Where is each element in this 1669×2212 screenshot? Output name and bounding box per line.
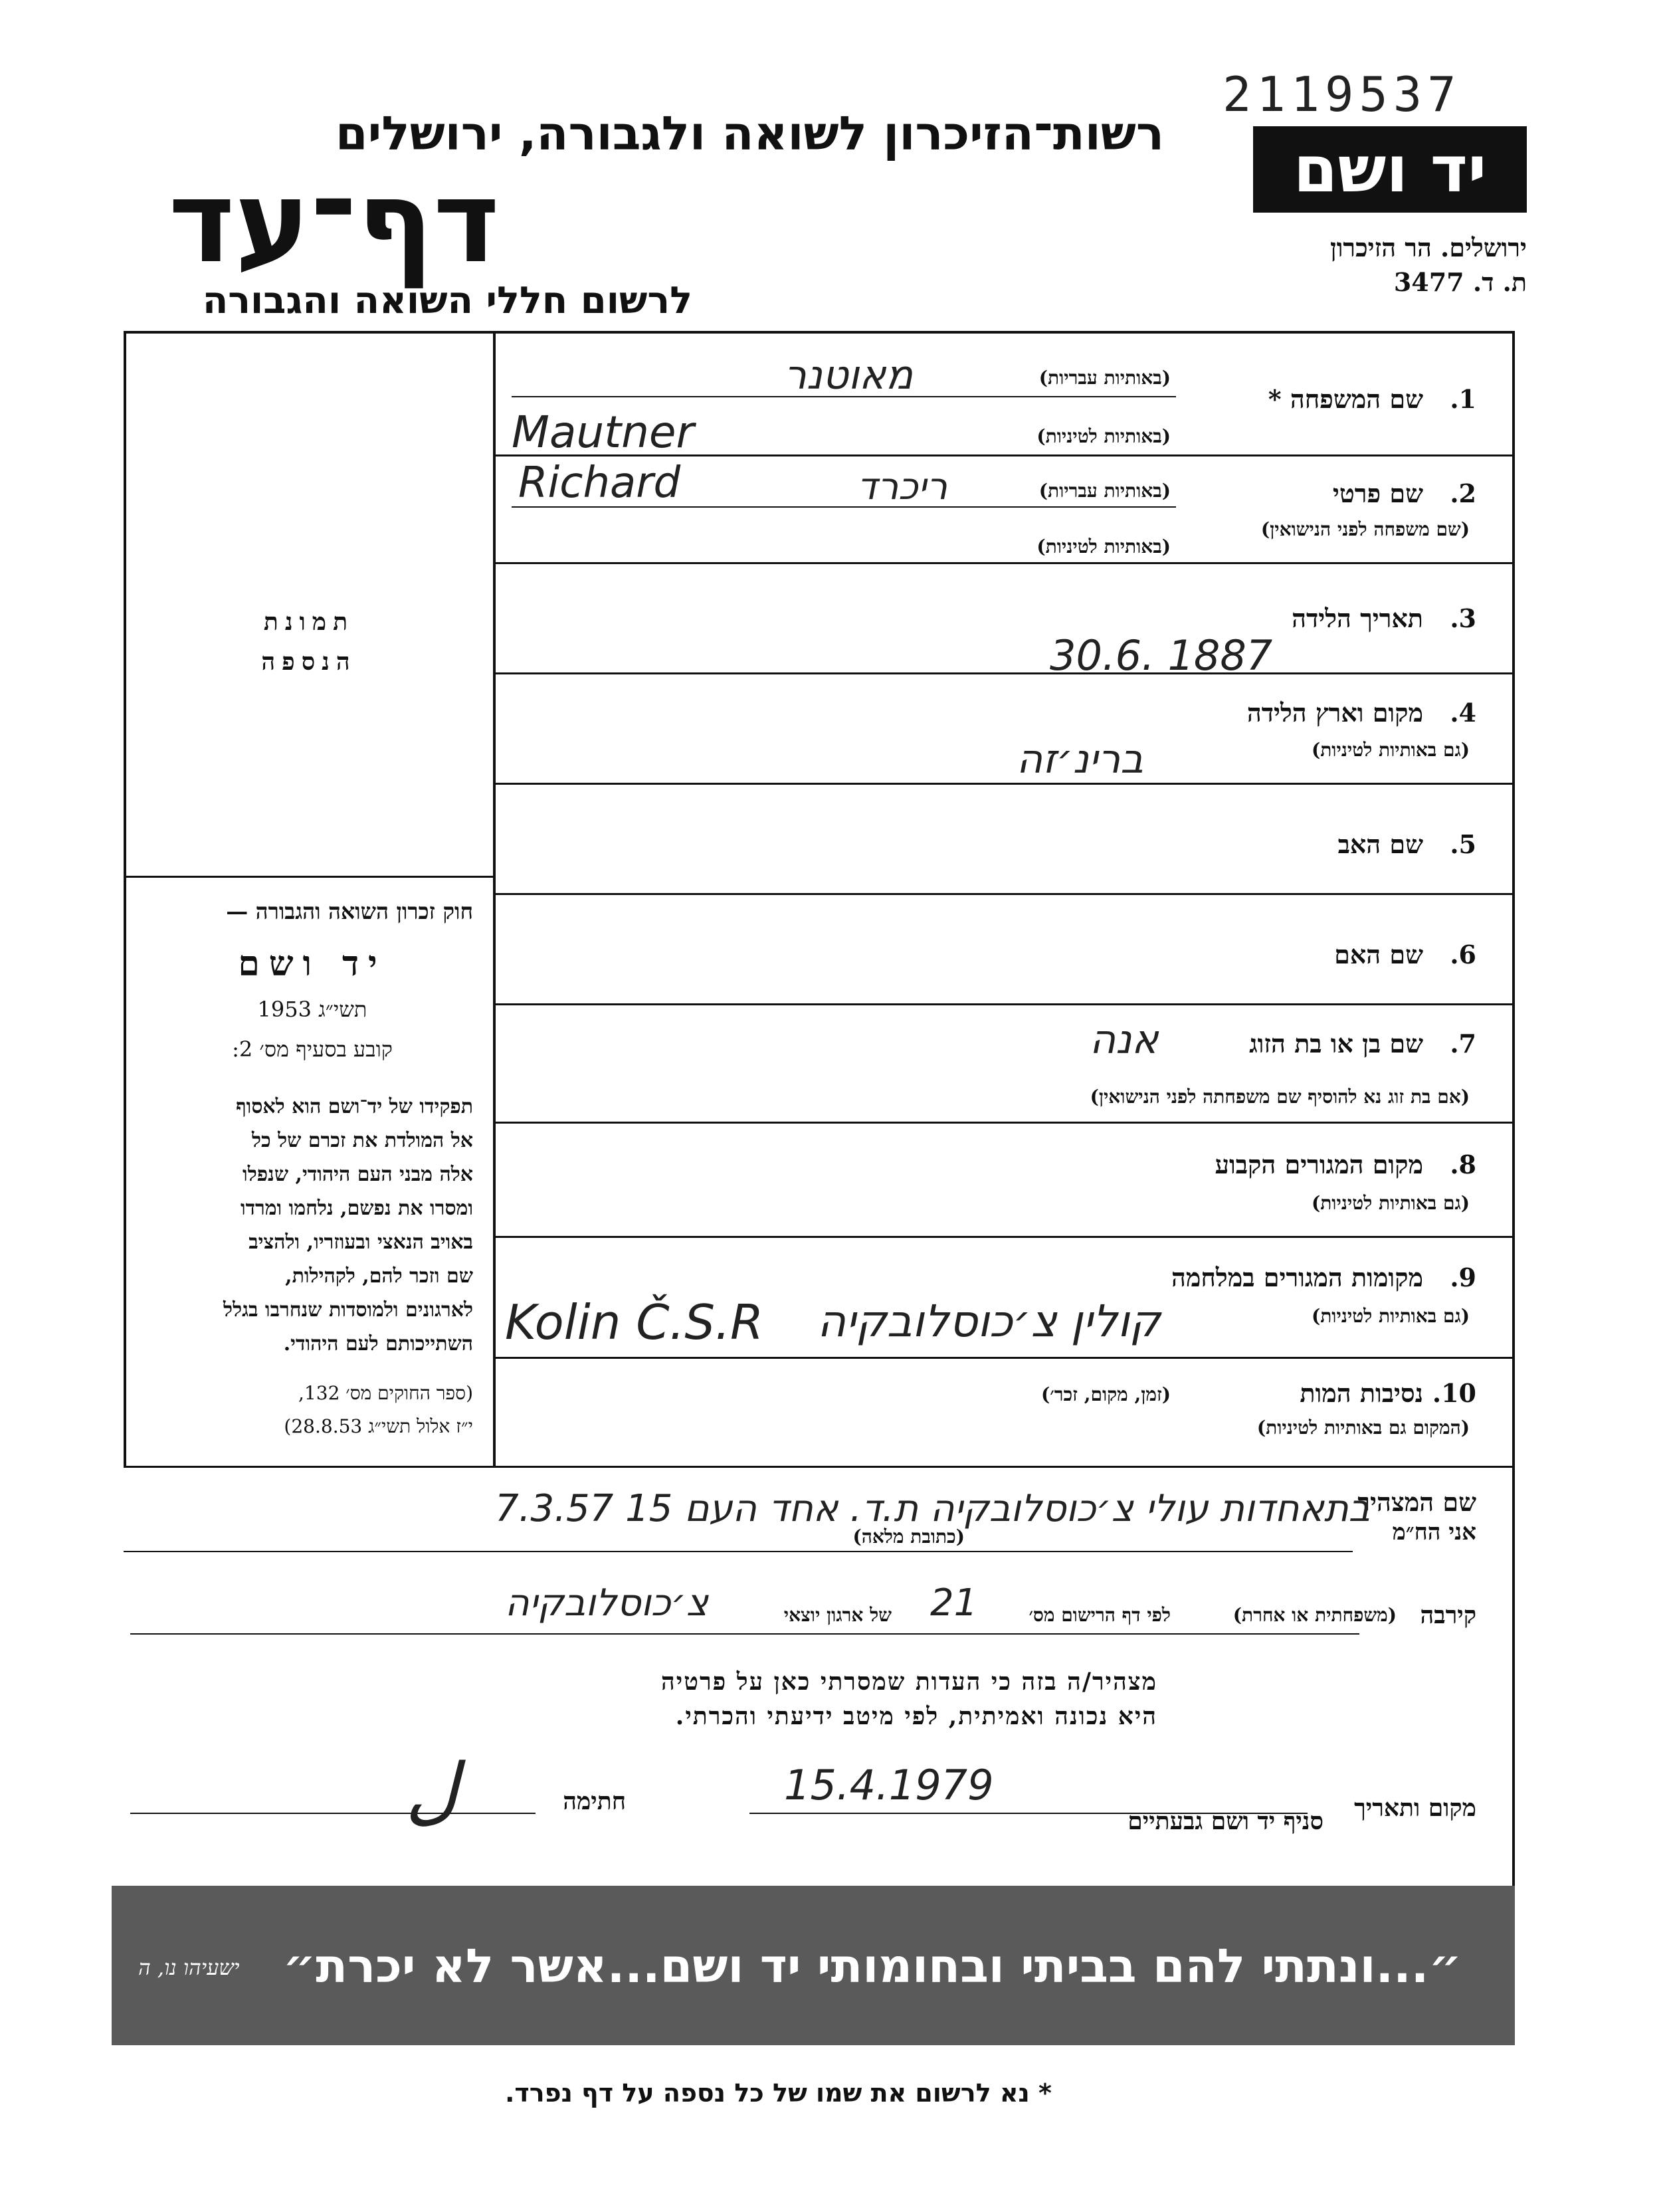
- field-7-number: 7.: [1450, 1029, 1476, 1058]
- field-10-label: נסיבות המות: [1300, 1378, 1423, 1408]
- relation-label: קירבה: [1420, 1601, 1476, 1629]
- field-2-sub: (שם משפחה לפני הנישואין): [1260, 518, 1470, 540]
- declaration-line-2: היא נכונה ואמיתית, לפי מיטב ידיעתי והכרתי.: [675, 1702, 1157, 1730]
- relation-hint: (משפחתית או אחרת): [1232, 1604, 1397, 1626]
- frame-bottom-main: [124, 1466, 1515, 1468]
- row-sep: [494, 672, 1514, 674]
- field-8-sub: (גם באותיות לטיניות): [1311, 1192, 1470, 1214]
- law-title: חוק זכרון השואה והגבורה —: [226, 898, 473, 924]
- row-sep: [494, 893, 1514, 895]
- form-title: דף־עד: [168, 157, 500, 288]
- frame-top: [124, 331, 1515, 334]
- registration-label: לפי דף הרישום מס׳: [1029, 1604, 1171, 1626]
- row-sep: [494, 1236, 1514, 1238]
- law-text-line: תפקידו של יד־ושם הוא לאסוף: [236, 1095, 473, 1118]
- row-sep: [494, 1003, 1514, 1005]
- law-year: תשי״ג 1953: [257, 997, 367, 1022]
- field-3-number: 3.: [1450, 603, 1476, 633]
- field-10-sub: (המקום גם באותיות לטיניות): [1256, 1417, 1470, 1439]
- field-9-label: מקומות המגורים במלחמה: [1171, 1262, 1423, 1292]
- row-sep: [494, 1357, 1514, 1359]
- field-4-sub: (גם באותיות לטיניות): [1311, 739, 1470, 761]
- serial-number: 2119537: [1223, 66, 1462, 122]
- registration-value[interactable]: 21: [930, 1581, 978, 1625]
- address-line-1: ירושלים. הר הזיכרון: [1330, 233, 1527, 262]
- quote-banner: [112, 1886, 1515, 2045]
- address-line-2: ת. ד. 3477: [1393, 267, 1527, 297]
- law-text-line: השתייכותם לעם היהודי.: [283, 1332, 473, 1356]
- field-1-label: שם המשפחה *: [1268, 384, 1423, 414]
- declarant-name-label: שם המצהיר: [1357, 1487, 1476, 1517]
- frame-left: [124, 331, 126, 1467]
- law-name: יד ושם: [238, 944, 387, 984]
- signature-line: [130, 1813, 536, 1814]
- law-text-line: אל המולדת את זכרם של כל: [251, 1129, 473, 1152]
- field-10-number: 10.: [1432, 1378, 1476, 1408]
- field-4-number: 4.: [1450, 698, 1476, 728]
- field-1-number: 1.: [1450, 384, 1476, 414]
- field-4-label: מקום וארץ הלידה: [1246, 698, 1423, 728]
- yad-vashem-logo: [1253, 126, 1527, 213]
- photo-label-1: תמונת: [263, 608, 355, 636]
- field-9-number: 9.: [1450, 1262, 1476, 1292]
- law-ref-1: (ספר החוקים מס׳ 132,: [298, 1382, 473, 1404]
- field-8-number: 8.: [1450, 1150, 1476, 1179]
- law-text-line: אלה מבני העם היהודי, שנפלו: [243, 1163, 473, 1186]
- declaration-line-1: מצהיר/ה בזה כי העדות שמסרתי כאן על פרטיה: [661, 1668, 1157, 1696]
- place-date-label: מקום ותאריך: [1354, 1794, 1476, 1822]
- field-4-value[interactable]: ברינ׳זה: [1017, 736, 1143, 783]
- field-9-value-hebrew[interactable]: קולין צ׳כוסלובקיה: [817, 1296, 1161, 1347]
- field-1-value-latin[interactable]: Mautner: [512, 407, 694, 458]
- field-9-sub: (גם באותיות לטיניות): [1311, 1305, 1470, 1327]
- signature-mark: ﻝ: [405, 1748, 458, 1833]
- field-10-hint: (זמן, מקום, זכר׳): [1041, 1383, 1171, 1405]
- frame-right: [1512, 331, 1515, 1892]
- field-3-label: תאריך הלידה: [1292, 603, 1423, 633]
- photo-label-2: הנספה: [261, 648, 357, 676]
- footnote: * נא לרשום את שמו של כל נספה על דף נפרד.: [505, 2078, 1052, 2108]
- field-8-label: מקום המגורים הקבוע: [1215, 1150, 1423, 1179]
- banner-quote: ״...ונתתי להם בביתי ובחומותי יד ושם...אשר לא יכרת״: [282, 1939, 1462, 1993]
- declarant-i-am-label: אני הח״מ: [1392, 1519, 1476, 1546]
- field-1-hint-hebrew: (באותיות עבריות): [1038, 367, 1171, 389]
- logo-text: יד ושם: [1293, 132, 1487, 207]
- field-1-hint-latin: (באותיות לטיניות): [1036, 425, 1171, 447]
- field-2-label: שם פרטי: [1332, 478, 1423, 508]
- declarant-value[interactable]: בתאחדות עולי צ׳כוסלובקיה ת.ד. אחד העם 15 7.3.57: [495, 1487, 1370, 1530]
- law-text-line: באויב הנאצי ובעוזריו, ולהציב: [248, 1231, 473, 1254]
- banner-source: ישעיהו נו, ה: [138, 1955, 240, 1980]
- row-sep: [494, 1122, 1514, 1124]
- law-section: קובע בסעיף מס׳ 2:: [232, 1037, 393, 1062]
- field-5-label: שם האב: [1337, 829, 1423, 859]
- law-text: [141, 1090, 473, 1361]
- row-sep: [494, 783, 1514, 785]
- field-5-number: 5.: [1450, 829, 1476, 859]
- place-value[interactable]: סניף יד ושם גבעתיים: [1128, 1807, 1324, 1835]
- field-3-value[interactable]: 30.6. 1887: [1050, 631, 1273, 680]
- law-text-line: שם וזכר להם, לקהילות,: [285, 1264, 473, 1288]
- photo-divider: [124, 876, 494, 878]
- field-7-sub: (אם בת זוג נא להוסיף שם משפחתה לפני הנישואין): [1090, 1086, 1470, 1108]
- field-2-value-hebrew[interactable]: ריכרד: [857, 465, 947, 508]
- law-text-line: לארגונים ולמוסדות שנחרבו בגלל: [223, 1298, 473, 1322]
- field-2-hint-latin: (באותיות לטיניות): [1036, 536, 1171, 557]
- field-2-hint-hebrew: (באותיות עבריות): [1038, 480, 1171, 502]
- field-7-label: שם בן או בת הזוג: [1249, 1029, 1423, 1058]
- declarant-address-hint: (כתובת מלאה): [852, 1526, 965, 1548]
- field-6-number: 6.: [1450, 940, 1476, 969]
- field-9-value-latin[interactable]: Kolin Č.S.R: [505, 1294, 764, 1350]
- row-sep: [494, 562, 1514, 564]
- field-7-value[interactable]: אנה: [1090, 1017, 1159, 1063]
- law-text-line: ומסרו את נפשם, נלחמו ומרדו: [240, 1197, 473, 1220]
- date-value[interactable]: 15.4.1979: [784, 1761, 994, 1809]
- organization-label: של ארגון יוצאי: [783, 1604, 892, 1626]
- form-subtitle: לרשום חללי השואה והגבורה: [202, 279, 692, 322]
- organization-value[interactable]: צ׳כוסלובקיה: [505, 1581, 709, 1625]
- field-6-label: שם האם: [1334, 940, 1423, 969]
- frame-divider: [493, 331, 496, 1467]
- signature-label: חתימה: [563, 1787, 626, 1815]
- declarant-underline: [124, 1551, 1353, 1552]
- law-ref-2: י״ז אלול תשי״ג 28.8.53): [284, 1415, 473, 1437]
- field-2-value-latin[interactable]: Richard: [518, 458, 681, 508]
- field-2-number: 2.: [1450, 478, 1476, 508]
- relation-underline: [130, 1633, 1359, 1635]
- authority-line: רשות־הזיכרון לשואה ולגבורה, ירושלים: [335, 106, 1164, 161]
- field-1-value-hebrew[interactable]: מאוטנר: [784, 352, 914, 399]
